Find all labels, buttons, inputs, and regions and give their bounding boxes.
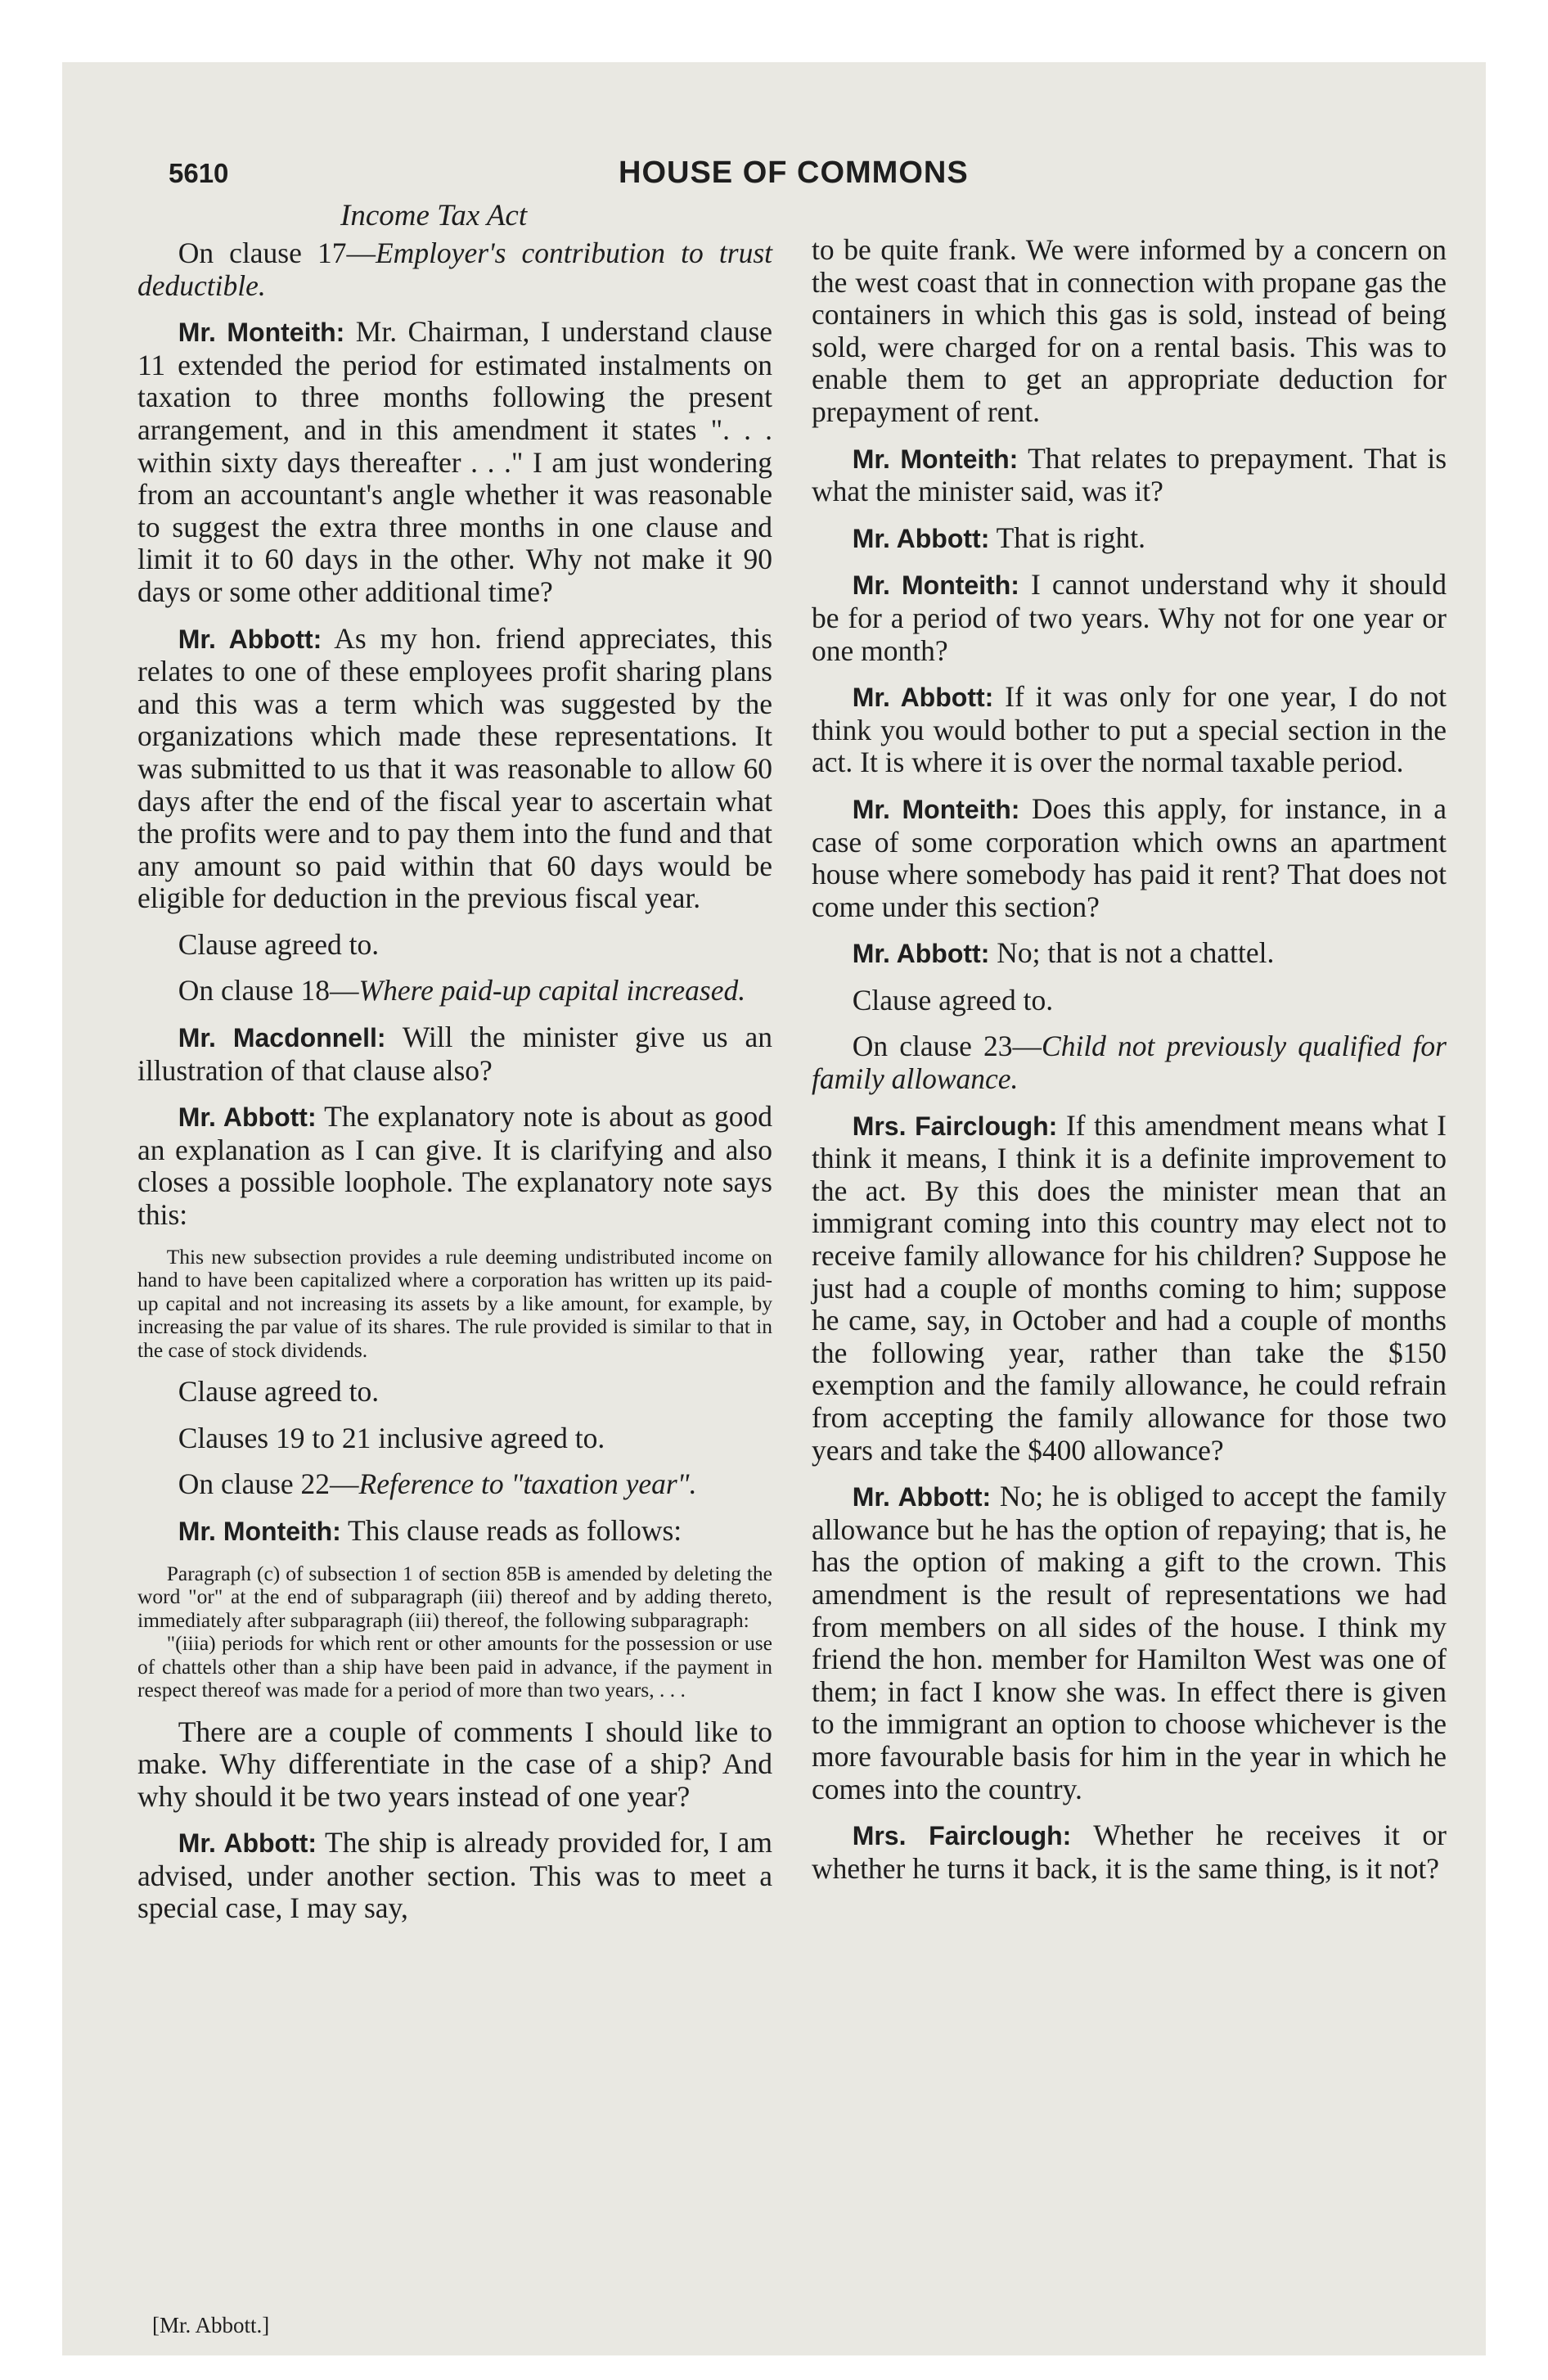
- macdonnell-remark-1: Mr. Macdonnell: Will the minister give us an illustration of that clause also?: [137, 1021, 772, 1087]
- speaker-name: Mr. Abbott:: [852, 523, 990, 553]
- clause-agreed-4: Clause agreed to.: [852, 983, 1054, 1016]
- section-title: Income Tax Act: [340, 199, 528, 232]
- right-column: [812, 234, 1447, 1899]
- speaker-name: Mr. Abbott:: [852, 939, 990, 969]
- clause17-heading: On clause 17—Employer's contribution to trust deductible.: [137, 237, 772, 302]
- document-page: [62, 62, 1486, 2355]
- speaker-name: Mr. Abbott:: [852, 683, 994, 713]
- speaker-name: Mr. Monteith:: [852, 570, 1019, 601]
- clause-agreed-1: Clause agreed to.: [178, 927, 380, 961]
- clause18-heading: On clause 18—Where paid-up capital increased.: [178, 974, 746, 1007]
- clauses-agreed-3: Clauses 19 to 21 inclusive agreed to.: [178, 1421, 605, 1454]
- left-column: [137, 237, 772, 1939]
- abbott-reply-6: Mr. Abbott: No; that is not a chattel.: [852, 936, 1275, 970]
- abbott-reply-5: Mr. Abbott: If it was only for one year, I do not think you would bother to put a special section in the act. It is where it is over the normal taxable period.: [812, 680, 1447, 779]
- abbott-reply-1: Mr. Abbott: As my hon. friend appreciates, this relates to one of these employees profit sharing plans and this was a term which was suggested by the organizations which made these representations. It was submitted to us that it was reasonable to allow 60 days after the end of the fiscal year to ascertain what the profits were and to pay them into the fund and that any amount so paid within that 60 days would be eligible for deduction in the previous fiscal year.: [137, 621, 773, 915]
- clause22-heading: On clause 22—Reference to "taxation year".: [178, 1467, 697, 1501]
- speaker-name: Mr. Monteith:: [852, 794, 1020, 824]
- explanatory-note-quote: This new subsection provides a rule deeming undistributed income on hand to have been capitalized where a corporation has written up its paid-up capital and not increasing its assets by a like amount, for example, by increasing the par value of its shares. The rule provided is similar to that in the case of stock dividends.: [137, 1244, 772, 1362]
- speaker-name: Mr. Macdonnell:: [178, 1023, 386, 1053]
- footer-speaker-note: [Mr. Abbott.]: [152, 2313, 270, 2337]
- speaker-name: Mr. Abbott:: [178, 1102, 317, 1133]
- speaker-name: Mr. Monteith:: [178, 1516, 341, 1546]
- abbott-reply-4: Mr. Abbott: That is right.: [852, 521, 1145, 554]
- monteith-remark-4: Mr. Monteith: That relates to prepayment. That is what the minister said, was it?: [812, 441, 1447, 508]
- speaker-name: Mr. Abbott:: [178, 1828, 317, 1859]
- clause-text-quote: Paragraph (c) of subsection 1 of section 85B is amended by deleting the word "or" at the end of subparagraph (iii) thereof and by adding thereto, immediately after subparagraph (iii) thereof, the following subparagraph: "(iiia) periods for which rent or other amounts for the possession or use of chattels other than a ship have been paid in advance, if the payment in respect thereof was made for a period of more than two years, . . .: [137, 1561, 772, 1702]
- fairclough-remark-2: Mrs. Fairclough: Whether he receives it or whether he turns it back, it is the same thing, is it not?: [812, 1819, 1447, 1885]
- monteith-remark-6: Mr. Monteith: Does this apply, for instance, in a case of some corporation which owns an apartment house where somebody has paid it rent? That does not come under this section?: [812, 791, 1447, 923]
- speaker-name: Mrs. Fairclough:: [852, 1111, 1058, 1141]
- monteith-remark-5: Mr. Monteith: I cannot understand why it should be for a period of two years. Why not for one year or one month?: [812, 568, 1447, 667]
- speaker-name: Mrs. Fairclough:: [852, 1821, 1072, 1851]
- abbott-reply-7: Mr. Abbott: No; he is obliged to accept the family allowance but he has the option of repaying; that is, he has the option of making a gift to the crown. This amendment is the result of representations we had from members on all sides of the house. I think my friend the hon. member for Hamilton West was one of them; in fact I know she was. In effect there is given to the immigrant an option to choose whichever is the more favourable basis for him in the year in which he comes into the country.: [812, 1480, 1447, 1805]
- abbott-reply-3: Mr. Abbott: The ship is already provided for, I am advised, under another section. This was to meet a special case, I may say,: [137, 1826, 773, 1925]
- clause23-heading: On clause 23—Child not previously qualified for family allowance.: [812, 1030, 1447, 1096]
- page-number: 5610: [169, 158, 229, 188]
- speaker-name: Mr. Abbott:: [178, 624, 322, 654]
- clause-agreed-2: Clause agreed to.: [178, 1375, 380, 1409]
- fairclough-remark-1: Mrs. Fairclough: If this amendment means what I think it means, I think it is a definite improvement to the act. By this does the minister mean that an immigrant coming into this country may elect not to receive family allowance for his children? Suppose he just had a couple of months coming to him; suppose he came, say, in October and had a couple of months the following year, rather than take the $150 exemption and the family allowance, he could refrain from accepting the family allowance for those two years and take the $400 allowance?: [812, 1108, 1447, 1467]
- speaker-name: Mr. Abbott:: [852, 1482, 992, 1512]
- speaker-name: Mr. Monteith:: [178, 318, 345, 348]
- speaker-name: Mr. Monteith:: [852, 444, 1019, 474]
- monteith-remark-3: There are a couple of comments I should like to make. Why differentiate in the case of a ship? And why should it be two years instead of one year?: [137, 1715, 772, 1813]
- monteith-remark-1: Mr. Monteith: Mr. Chairman, I understand clause 11 extended the period for estimated instalments on taxation to three months following the present arrangement, and in this amendment it states ". . . within sixty days thereafter . . ." I am just wondering from an accountant's angle whether it was reasonable to suggest the extra three months in one clause and limit it to 60 days in the other. Why not make it 90 days or some other additional time?: [137, 315, 773, 608]
- abbott-reply-2: Mr. Abbott: The explanatory note is about as good an explanation as I can give. It is clarifying and also closes a possible loophole. The explanatory note says this:: [137, 1100, 773, 1232]
- monteith-remark-2: Mr. Monteith: This clause reads as follows:: [178, 1513, 682, 1547]
- running-head: HOUSE OF COMMONS: [619, 156, 969, 190]
- abbott-reply-3-continued: to be quite frank. We were informed by a concern on the west coast that in connection with propane gas the containers in which this gas is sold, instead of being sold, were charged for on a rental basis. This was to enable them to get an appropriate deduction for prepayment of rent.: [812, 233, 1447, 428]
